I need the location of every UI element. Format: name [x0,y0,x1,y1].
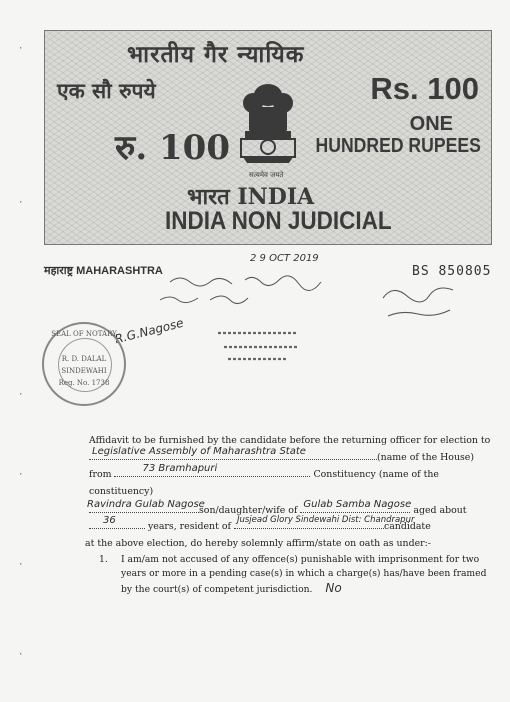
stamp-amount-rupee: रु. 100 [115,128,230,168]
notary-seal-ring-text: SEAL OF NOTARY [51,330,117,338]
affidavit-page: · · · · · · भारतीय गैर न्यायिक एक सौ रुपये Rs. 100 ONE HUNDRED RUPEES रु. 100 सत्यमेव जयते भारत INDIA INDIA NON JUDICIAL महाराष्ट्र MAHARASHTRA BS 850805 2 9 OCT 2019 R.G.Nagose SEAL OF NOTARY R. D. DALAL SINDEWAHI Reg. No. 1738 Affidavit to be furnished by the candidate before the returning officer for election to Legislative Assembly of Maharashtra State (name of the House) from 73 Bramhapuri Constituency (name of the constituency) Ravindra Gulab Nagose son/daughter/wife of Gulab Samba Nagose aged about 36 years, resident of Jusjead Glory Sindewahi Dist: Chandrapur candidate at the above election, do hereby solemnly affirm/state on oath as under:- 1. I am/am not accused of any offence(s) punishable with imprisonment for two years or more in a pending case(s) in which a charge(s) has/have been framed by the court(s) of competent jurisdiction. No [0,0,510,702]
house-name-field[interactable]: Legislative Assembly of Maharashtra State [89,449,377,460]
stamp-hindi-amount: एक सौ रुपये [57,78,156,103]
candidate-name-field[interactable]: Ravindra Gulab Nagose [89,502,199,513]
stamp-amount-english: Rs. 100 [370,71,479,106]
stamp-country: भारत INDIA [187,184,315,210]
handwritten-stamp-date: 2 9 OCT 2019 [250,253,319,264]
affidavit-item-text: I am/am not accused of any offence(s) punishable with imprisonment for two years or more in a pending case(s) in which a charge(s) has/have been framed by the court(s) of competent jurisdiction. No [121,554,487,595]
residence-field[interactable]: Jusjead Glory Sindewahi Dist: Chandrapur [234,518,384,529]
age-field[interactable]: 36 [89,518,145,529]
parent-name-field[interactable]: Gulab Samba Nagose [300,502,410,513]
notary-seal-reg: Reg. No. 1738 [58,379,110,387]
binder-mark: · [18,198,24,208]
candidate-signature: R.G.Nagose [113,315,185,347]
affidavit-line-4: constituency) [89,486,154,497]
binder-mark: · [18,390,24,400]
stamp-vendor-stamp [214,325,306,365]
vendor-endorsement-scribble [150,270,360,310]
stamp-hindi-header: भारतीय गैर न्यायिक [127,41,305,68]
affidavit-line-3: from 73 Bramhapuri Constituency (name of the [89,463,439,480]
affidavit-line-6: 36 years, resident of Jusjead Glory Sindewahi Dist: Chandrapur candidate [89,518,484,535]
binder-mark: · [18,650,24,660]
stamp-serial-number: BS 850805 [412,264,492,279]
notary-seal [42,322,126,406]
binder-mark: · [18,470,24,480]
affidavit-line-5: Ravindra Gulab Nagose son/daughter/wife of Gulab Samba Nagose aged about [87,499,467,516]
item-answer: No [325,581,342,595]
stamp-vendor-signature [378,276,458,326]
stamp-motto: सत्यमेव जयते [249,171,284,179]
national-emblem-icon [235,81,301,173]
stamp-amount-word-one: ONE [409,113,453,135]
stamp-paper [44,30,492,245]
stamp-title: INDIA NON JUDICIAL [165,207,392,235]
oath-line: at the above election, do hereby solemnly affirm/state on oath as under:- [85,538,431,549]
binder-mark: · [18,560,24,570]
affidavit-line-2: Legislative Assembly of Maharashtra State (name of the House) [89,449,484,466]
notary-seal-place: SINDEWAHI [61,367,107,375]
notary-seal-name: R. D. DALAL [61,355,107,363]
stamp-amount-words: HUNDRED RUPEES [315,135,481,157]
stamp-state: महाराष्ट्र MAHARASHTRA [44,265,163,277]
binder-mark: · [18,44,24,54]
constituency-field[interactable]: 73 Bramhapuri [114,466,310,477]
affidavit-line-1: Affidavit to be furnished by the candidate before the returning officer for election to [89,435,491,446]
